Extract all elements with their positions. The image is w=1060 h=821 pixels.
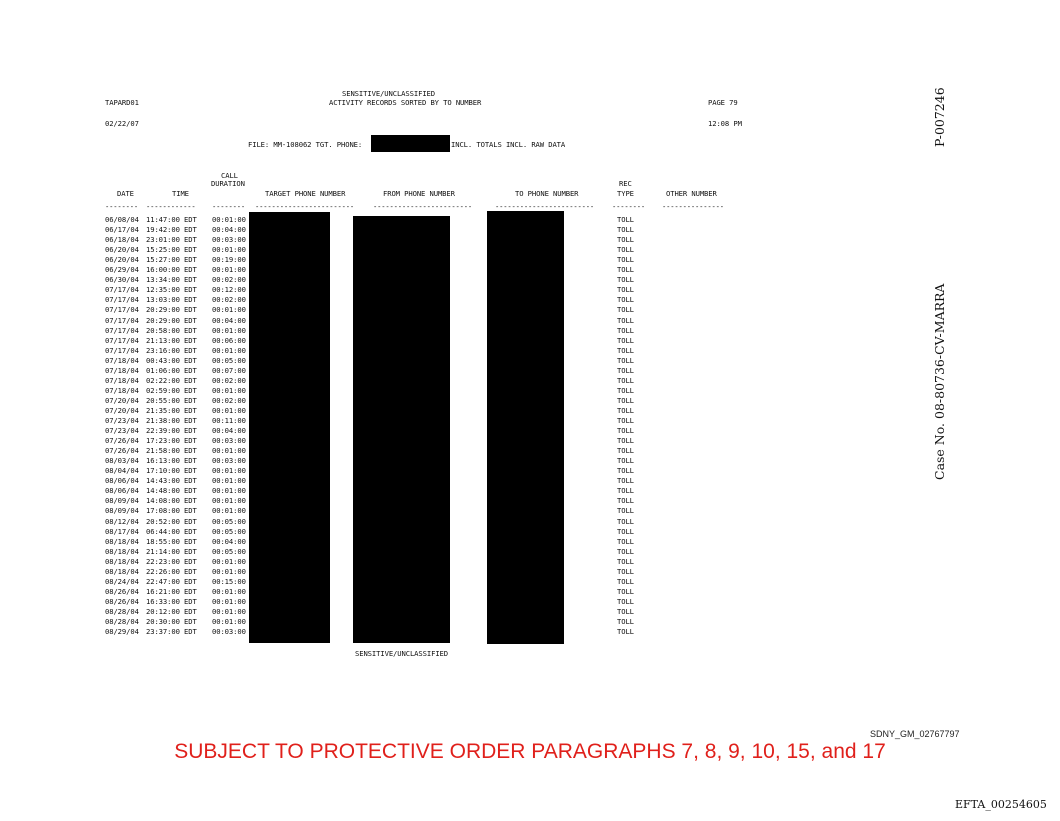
row-rec-type: TOLL [617, 606, 634, 616]
protective-order-notice: SUBJECT TO PROTECTIVE ORDER PARAGRAPHS 7, 8, 9, 10, 15, and 17 [174, 740, 886, 763]
row-date: 07/17/04 [105, 325, 139, 335]
row-date: 08/12/04 [105, 516, 139, 526]
row-time: 21:35:00 EDT [146, 405, 197, 415]
row-time: 22:26:00 EDT [146, 566, 197, 576]
row-date: 07/17/04 [105, 295, 139, 305]
col-rec: REC [619, 179, 632, 188]
row-duration: 00:01:00 [212, 606, 246, 616]
row-time: 14:48:00 EDT [146, 486, 197, 496]
row-duration: 00:01:00 [212, 446, 246, 456]
row-time: 23:37:00 EDT [146, 627, 197, 637]
row-time: 20:52:00 EDT [146, 516, 197, 526]
row-date: 08/09/04 [105, 506, 139, 516]
row-rec-type: TOLL [617, 215, 634, 224]
underline-from: ------------------------ [373, 202, 473, 211]
row-time: 16:00:00 EDT [146, 265, 197, 275]
row-rec-type: TOLL [617, 617, 634, 626]
row-date: 08/18/04 [105, 536, 139, 546]
report-time: 12:08 PM [708, 119, 742, 128]
row-rec-type: TOLL [617, 456, 634, 466]
row-date: 07/18/04 [105, 355, 139, 365]
row-rec-type: TOLL [617, 225, 634, 235]
row-date: 07/23/04 [105, 416, 139, 425]
underline-duration: -------- [212, 202, 246, 211]
row-duration: 00:04:00 [212, 426, 246, 436]
row-duration: 00:02:00 [212, 395, 246, 405]
row-duration: 00:05:00 [212, 546, 246, 556]
row-time: 21:38:00 EDT [146, 416, 197, 425]
row-rec-type: TOLL [617, 285, 634, 295]
underline-other: --------------- [662, 202, 724, 211]
row-date: 07/18/04 [105, 385, 139, 395]
row-rec-type: TOLL [617, 627, 634, 637]
redaction-to-column [487, 211, 564, 644]
row-date: 08/26/04 [105, 586, 139, 596]
row-time: 22:39:00 EDT [146, 426, 197, 436]
row-duration: 00:01:00 [212, 556, 246, 566]
row-rec-type: TOLL [617, 405, 634, 415]
row-date: 07/17/04 [105, 285, 139, 295]
row-duration: 00:03:00 [212, 627, 246, 637]
col-target-phone: TARGET PHONE NUMBER [265, 189, 346, 198]
row-rec-type: TOLL [617, 516, 634, 526]
col-to-phone: TO PHONE NUMBER [515, 189, 579, 198]
report-code: TAPARD01 [105, 98, 139, 107]
row-duration: 00:01:00 [212, 265, 246, 275]
row-duration: 00:01:00 [212, 345, 246, 355]
row-duration: 00:05:00 [212, 516, 246, 526]
row-date: 06/29/04 [105, 265, 139, 275]
row-time: 22:23:00 EDT [146, 556, 197, 566]
row-rec-type: TOLL [617, 556, 634, 566]
row-rec-type: TOLL [617, 245, 634, 255]
row-rec-type: TOLL [617, 295, 634, 305]
row-rec-type: TOLL [617, 476, 634, 486]
row-duration: 00:04:00 [212, 315, 246, 325]
row-rec-type: TOLL [617, 345, 634, 355]
row-time: 23:01:00 EDT [146, 235, 197, 245]
row-date: 07/26/04 [105, 446, 139, 456]
row-rec-type: TOLL [617, 576, 634, 586]
row-duration: 00:01:00 [212, 466, 246, 476]
row-time: 13:34:00 EDT [146, 275, 197, 285]
row-date: 06/20/04 [105, 255, 139, 265]
row-time: 20:58:00 EDT [146, 325, 197, 335]
row-duration: 00:04:00 [212, 536, 246, 546]
row-duration: 00:19:00 [212, 255, 246, 265]
row-duration: 00:06:00 [212, 335, 246, 345]
row-duration: 00:01:00 [212, 305, 246, 315]
row-date: 07/23/04 [105, 426, 139, 436]
underline-to: ------------------------ [495, 202, 595, 211]
row-time: 17:08:00 EDT [146, 506, 197, 516]
row-rec-type: TOLL [617, 365, 634, 375]
file-line-options: INCL. TOTALS INCL. RAW DATA [451, 140, 566, 149]
row-time: 16:21:00 EDT [146, 586, 197, 596]
efta-number: EFTA_00254605 [955, 798, 1047, 811]
row-date: 07/17/04 [105, 335, 139, 345]
row-date: 08/06/04 [105, 486, 139, 496]
underline-time: ------------ [146, 202, 196, 211]
row-time: 13:03:00 EDT [146, 295, 197, 305]
row-duration: 00:03:00 [212, 456, 246, 466]
row-rec-type: TOLL [617, 335, 634, 345]
row-rec-type: TOLL [617, 385, 634, 395]
row-time: 21:13:00 EDT [146, 335, 197, 345]
row-duration: 00:12:00 [212, 285, 246, 295]
row-rec-type: TOLL [617, 566, 634, 576]
row-rec-type: TOLL [617, 446, 634, 456]
row-date: 06/08/04 [105, 215, 139, 224]
row-rec-type: TOLL [617, 305, 634, 315]
row-date: 07/17/04 [105, 315, 139, 325]
row-duration: 00:01:00 [212, 596, 246, 606]
row-date: 08/17/04 [105, 526, 139, 536]
row-time: 17:10:00 EDT [146, 466, 197, 476]
col-other-number: OTHER NUMBER [666, 189, 717, 198]
row-date: 08/04/04 [105, 466, 139, 476]
row-time: 21:58:00 EDT [146, 446, 197, 456]
row-time: 16:13:00 EDT [146, 456, 197, 466]
row-time: 02:22:00 EDT [146, 375, 197, 385]
row-rec-type: TOLL [617, 325, 634, 335]
row-time: 20:55:00 EDT [146, 395, 197, 405]
row-date: 06/17/04 [105, 225, 139, 235]
classification-bottom: SENSITIVE/UNCLASSIFIED [355, 649, 448, 658]
case-number-stamp: Case No. 08-80736-CV-MARRA [932, 283, 947, 480]
report-title: ACTIVITY RECORDS SORTED BY TO NUMBER [329, 98, 482, 107]
row-time: 06:44:00 EDT [146, 526, 197, 536]
col-call: CALL [221, 171, 238, 180]
row-duration: 00:01:00 [212, 566, 246, 576]
row-rec-type: TOLL [617, 416, 634, 425]
row-duration: 00:07:00 [212, 365, 246, 375]
row-time: 12:35:00 EDT [146, 285, 197, 295]
row-duration: 00:03:00 [212, 436, 246, 446]
underline-target: ------------------------ [255, 202, 355, 211]
row-date: 07/20/04 [105, 395, 139, 405]
row-rec-type: TOLL [617, 586, 634, 596]
row-rec-type: TOLL [617, 486, 634, 496]
row-date: 08/09/04 [105, 496, 139, 506]
row-rec-type: TOLL [617, 355, 634, 365]
row-duration: 00:01:00 [212, 586, 246, 596]
row-duration: 00:05:00 [212, 355, 246, 365]
bates-number: SDNY_GM_02767797 [870, 729, 960, 739]
row-time: 15:27:00 EDT [146, 255, 197, 265]
row-time: 23:16:00 EDT [146, 345, 197, 355]
row-rec-type: TOLL [617, 546, 634, 556]
row-date: 07/18/04 [105, 375, 139, 385]
row-date: 08/18/04 [105, 566, 139, 576]
row-rec-type: TOLL [617, 526, 634, 536]
row-date: 06/18/04 [105, 235, 139, 245]
row-time: 20:12:00 EDT [146, 606, 197, 616]
file-line-label: FILE: MM-108062 TGT. PHONE: [248, 140, 363, 149]
row-date: 08/24/04 [105, 576, 139, 586]
row-time: 18:55:00 EDT [146, 536, 197, 546]
row-date: 07/18/04 [105, 365, 139, 375]
row-rec-type: TOLL [617, 436, 634, 446]
row-duration: 00:01:00 [212, 486, 246, 496]
row-time: 15:25:00 EDT [146, 245, 197, 255]
row-time: 00:43:00 EDT [146, 355, 197, 365]
row-duration: 00:02:00 [212, 275, 246, 285]
row-date: 08/26/04 [105, 596, 139, 606]
row-time: 14:08:00 EDT [146, 496, 197, 506]
row-time: 19:42:00 EDT [146, 225, 197, 235]
row-date: 06/20/04 [105, 245, 139, 255]
row-duration: 00:03:00 [212, 235, 246, 245]
row-duration: 00:11:00 [212, 416, 246, 425]
row-date: 08/28/04 [105, 617, 139, 626]
row-duration: 00:01:00 [212, 405, 246, 415]
underline-date: -------- [105, 202, 139, 211]
row-date: 08/03/04 [105, 456, 139, 466]
row-time: 17:23:00 EDT [146, 436, 197, 446]
row-date: 07/17/04 [105, 345, 139, 355]
report-date: 02/22/07 [105, 119, 139, 128]
row-date: 06/30/04 [105, 275, 139, 285]
row-rec-type: TOLL [617, 596, 634, 606]
row-rec-type: TOLL [617, 265, 634, 275]
row-date: 07/20/04 [105, 405, 139, 415]
row-duration: 00:01:00 [212, 506, 246, 516]
row-duration: 00:02:00 [212, 375, 246, 385]
row-date: 08/29/04 [105, 627, 139, 637]
redaction-from-column [353, 216, 450, 643]
row-duration: 00:02:00 [212, 295, 246, 305]
row-duration: 00:04:00 [212, 225, 246, 235]
col-date: DATE [117, 189, 134, 198]
row-rec-type: TOLL [617, 235, 634, 245]
row-date: 07/17/04 [105, 305, 139, 315]
row-rec-type: TOLL [617, 375, 634, 385]
row-rec-type: TOLL [617, 496, 634, 506]
row-rec-type: TOLL [617, 466, 634, 476]
row-date: 08/28/04 [105, 606, 139, 616]
redaction-target-column [249, 212, 330, 643]
row-duration: 00:15:00 [212, 576, 246, 586]
col-duration: DURATION [211, 179, 245, 188]
col-from-phone: FROM PHONE NUMBER [383, 189, 455, 198]
row-duration: 00:01:00 [212, 476, 246, 486]
row-rec-type: TOLL [617, 536, 634, 546]
row-duration: 00:01:00 [212, 617, 246, 626]
row-time: 16:33:00 EDT [146, 596, 197, 606]
col-time: TIME [172, 189, 189, 198]
underline-rec-type: -------- [612, 202, 646, 211]
row-duration: 00:01:00 [212, 245, 246, 255]
row-duration: 00:05:00 [212, 526, 246, 536]
row-time: 11:47:00 EDT [146, 215, 197, 224]
row-date: 08/06/04 [105, 476, 139, 486]
exhibit-stamp: P-007246 [932, 87, 947, 147]
row-time: 21:14:00 EDT [146, 546, 197, 556]
row-time: 02:59:00 EDT [146, 385, 197, 395]
row-time: 20:29:00 EDT [146, 315, 197, 325]
row-time: 14:43:00 EDT [146, 476, 197, 486]
row-time: 20:30:00 EDT [146, 617, 197, 626]
page-number: PAGE 79 [708, 98, 738, 107]
row-date: 08/18/04 [105, 556, 139, 566]
row-rec-type: TOLL [617, 255, 634, 265]
row-rec-type: TOLL [617, 506, 634, 516]
classification-top: SENSITIVE/UNCLASSIFIED [342, 89, 435, 98]
row-rec-type: TOLL [617, 426, 634, 436]
row-duration: 00:01:00 [212, 496, 246, 506]
row-time: 20:29:00 EDT [146, 305, 197, 315]
row-date: 07/26/04 [105, 436, 139, 446]
row-time: 22:47:00 EDT [146, 576, 197, 586]
row-duration: 00:01:00 [212, 385, 246, 395]
col-rec-type: TYPE [617, 189, 634, 198]
row-rec-type: TOLL [617, 315, 634, 325]
row-rec-type: TOLL [617, 275, 634, 285]
row-duration: 00:01:00 [212, 215, 246, 224]
row-duration: 00:01:00 [212, 325, 246, 335]
row-date: 08/18/04 [105, 546, 139, 556]
row-rec-type: TOLL [617, 395, 634, 405]
row-time: 01:06:00 EDT [146, 365, 197, 375]
